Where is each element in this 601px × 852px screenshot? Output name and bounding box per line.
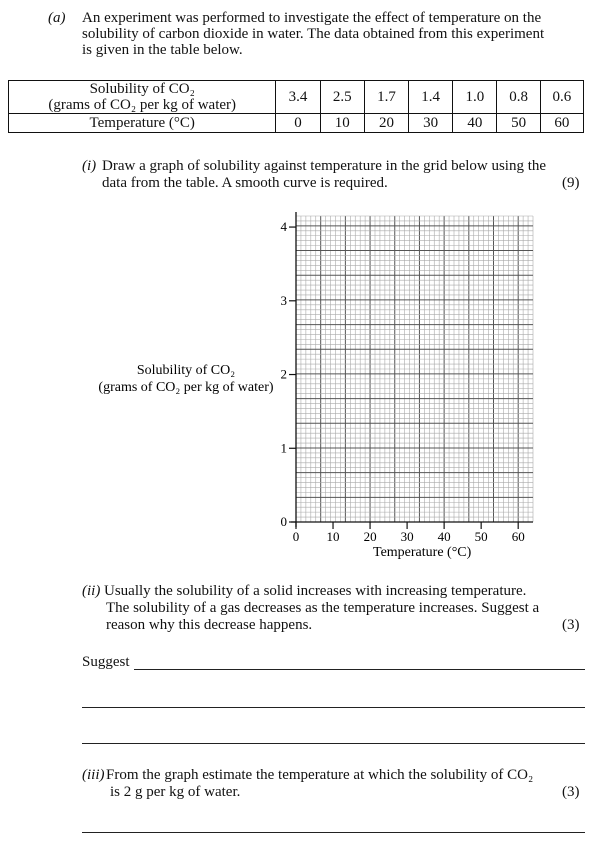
q2-line-1: Usually the solubility of a solid increases with increasing temperature. <box>104 583 527 599</box>
y-tick-label: 4 <box>280 219 287 235</box>
temperature-cell: 30 <box>409 114 453 133</box>
part-a-label: (a) <box>48 10 66 26</box>
grid-lines <box>296 216 533 522</box>
answer-line-2[interactable] <box>82 707 585 708</box>
part-a-intro <box>82 10 592 58</box>
temperature-cell: 20 <box>364 114 408 133</box>
temperature-cell: 0 <box>276 114 320 133</box>
q2-line-2: The solubility of a gas decreases as the temperature increases. Suggest a <box>106 600 540 616</box>
x-tick-label: 10 <box>326 529 340 544</box>
graph-grid[interactable] <box>0 200 601 565</box>
solubility-cell: 3.4 <box>276 81 320 114</box>
temperature-cell: 60 <box>540 114 583 133</box>
intro-line-1: An experiment was performed to investigate the effect of temperature on the <box>82 10 542 26</box>
temperature-header: Temperature (°C) <box>9 114 276 133</box>
x-tick-label: 0 <box>292 529 300 544</box>
q1-line-2: data from the table. A smooth curve is required. <box>102 175 388 191</box>
temperature-cell: 10 <box>320 114 364 133</box>
q1-line-1: Draw a graph of solubility against temperature in the grid below using the <box>102 158 547 174</box>
solubility-cell: 1.7 <box>364 81 408 114</box>
q2-line-3: reason why this decrease happens. <box>106 617 313 633</box>
q3-line-1: From the graph estimate the temperature at which the solubility of CO₂ <box>106 767 534 783</box>
q3-marks: (3) <box>562 784 580 800</box>
q2-label: (ii) <box>82 583 101 599</box>
x-axis-label: Temperature (°C) <box>373 545 472 560</box>
solubility-cell: 0.6 <box>540 81 583 114</box>
solubility-cell: 1.4 <box>409 81 453 114</box>
temperature-cell: 50 <box>497 114 540 133</box>
temperature-row <box>9 114 584 133</box>
x-tick-label: 30 <box>400 529 414 544</box>
y-tick-label: 2 <box>280 366 287 382</box>
x-tick-label: 50 <box>474 529 488 544</box>
solubility-header: Solubility of CO₂ (grams of CO₂ per kg of water) <box>9 81 276 114</box>
q3-label: (iii) <box>82 767 105 783</box>
x-tick-label: 20 <box>363 529 377 544</box>
answer-line-3[interactable] <box>82 743 585 744</box>
answer-line-1[interactable] <box>134 669 585 670</box>
y-tick-label: 3 <box>280 292 287 308</box>
y-tick-label: 0 <box>280 514 287 529</box>
q1-marks: (9) <box>562 175 580 191</box>
solubility-cell: 2.5 <box>320 81 364 114</box>
x-tick-label: 40 <box>437 529 451 544</box>
q3-line-2: is 2 g per kg of water. <box>110 784 241 800</box>
x-tick-label: 60 <box>511 529 525 544</box>
data-table <box>8 80 584 133</box>
solubility-cell: 1.0 <box>453 81 497 114</box>
solubility-row <box>9 81 584 114</box>
y-tick-label: 1 <box>280 440 287 456</box>
tick-labels <box>281 219 525 544</box>
q2-marks: (3) <box>562 617 580 633</box>
intro-line-2: solubility of carbon dioxide in water. The data obtained from this experiment <box>82 26 545 42</box>
temperature-cell: 40 <box>453 114 497 133</box>
suggest-label: Suggest <box>82 654 130 670</box>
q1-label: (i) <box>82 158 97 174</box>
y-axis-label-line-2: (grams of CO₂ per kg of water) <box>98 380 274 395</box>
solubility-cell: 0.8 <box>497 81 540 114</box>
intro-line-3: is given in the table below. <box>82 42 243 58</box>
y-axis-label-line-1: Solubility of CO₂ <box>136 363 236 378</box>
answer-line-4[interactable] <box>82 832 585 833</box>
